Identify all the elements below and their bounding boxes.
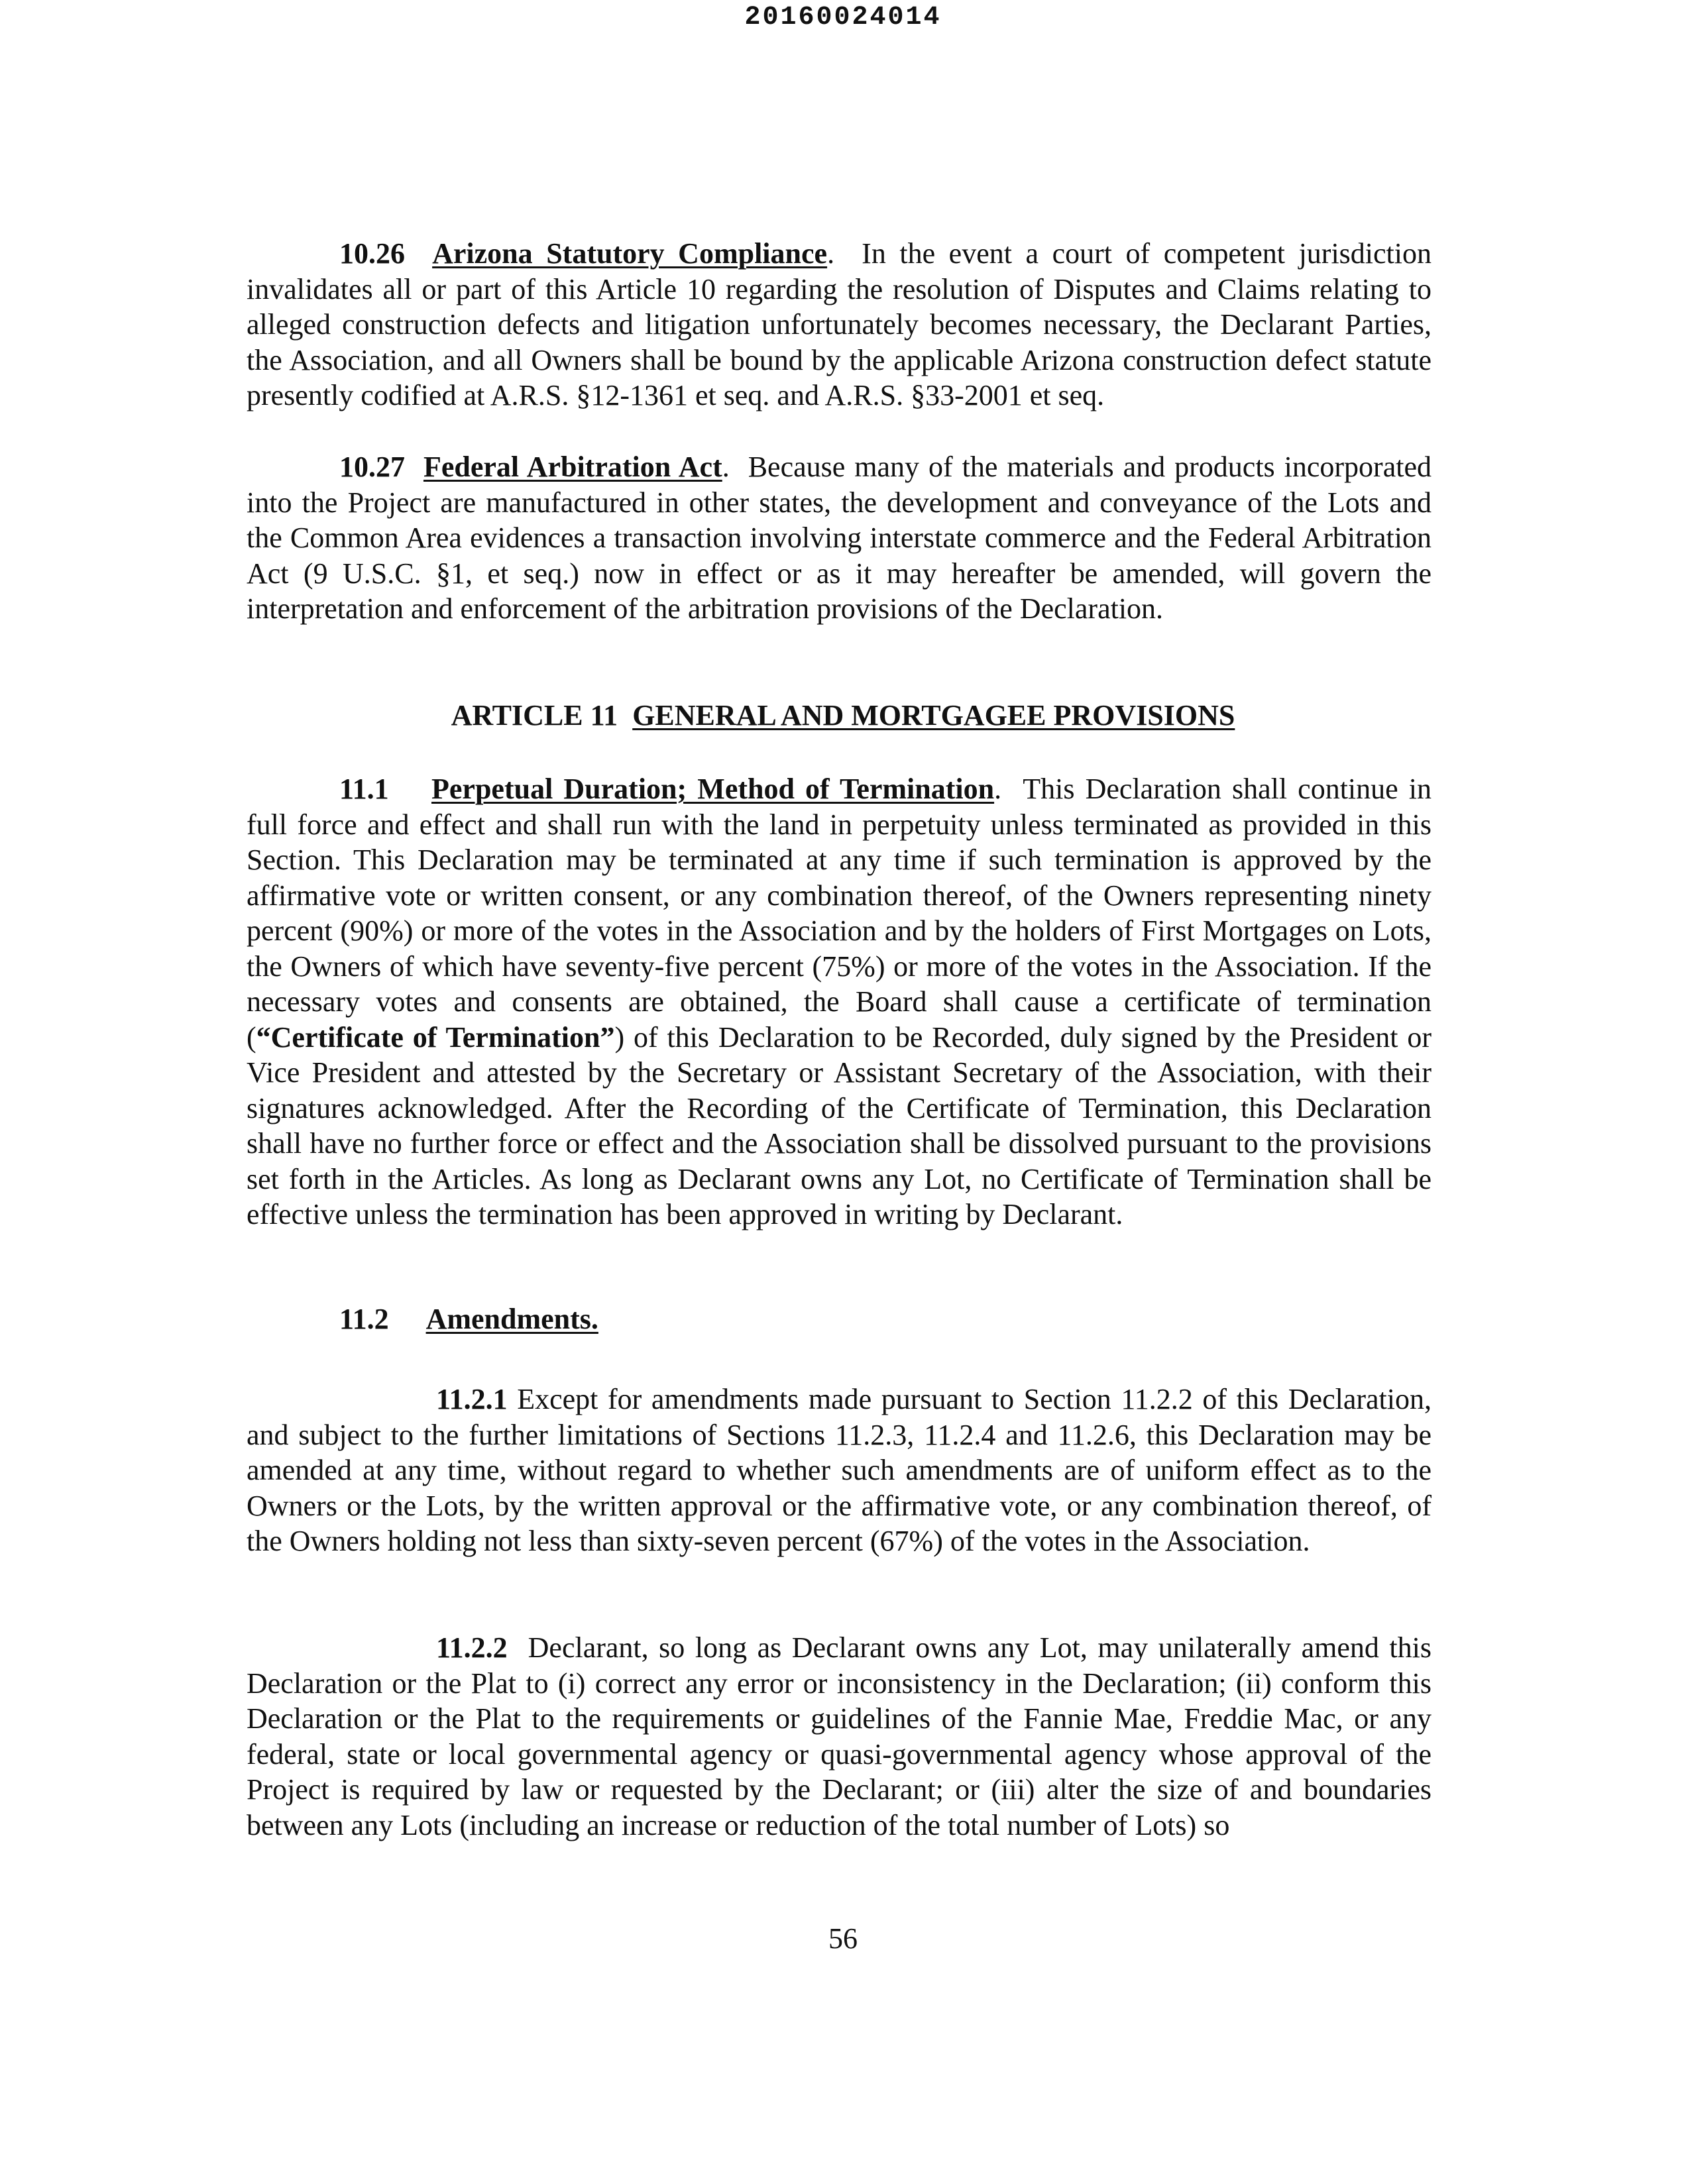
article-label: ARTICLE 11 xyxy=(451,699,618,732)
section-number: 11.2.2 xyxy=(436,1631,508,1664)
section-number: 11.2.1 xyxy=(436,1383,508,1415)
section-number: 11.2 xyxy=(339,1303,389,1335)
section-number: 10.27 xyxy=(339,451,405,483)
section-11-2 xyxy=(339,1301,598,1337)
defined-term: “Certificate of Termination” xyxy=(256,1020,615,1054)
section-text: Because many of the materials and products incorporated into the Project are manufactured in other states, the development and conveyance of the Lots and the Common Area evidences a transaction involving interstate commerce and the Federal Arbitration Act (9 U.S.C. §1, et seq.) now in effect or as it may hereafter be amended, will govern the interpretation and enforcement of the arbitration provisions of the Declaration. xyxy=(247,451,1432,625)
section-text-continued: ) of this Declaration to be Recorded, duly signed by the President or Vice President and attested by the Secretary or Assistant Secretary of the Association, with their signatures acknowledged. After the Recording of the Certificate of Termination, this Declaration shall have no further force or effect and the Association shall be dissolved pursuant to the provisions set forth in the Articles. As long as Declarant owns any Lot, no Certificate of Termination shall be effective unless the termination has been approved in writing by Declarant. xyxy=(247,1020,1432,1230)
section-11-2-1 xyxy=(247,1382,1432,1559)
section-heading: Federal Arbitration Act xyxy=(423,451,722,483)
section-text: Declarant, so long as Declarant owns any Lot, may unilaterally amend this Declaration or the Plat to (i) correct any error or inconsistency in the Declaration; (ii) conform this Declaration or the Plat to the requirements or guidelines of the Fannie Mae, Freddie Mac, or any federal, state or local governmental agency or quasi-governmental agency whose approval of the Project is required by law or requested by the Declarant; or (iii) alter the size of and boundaries between any Lots (including an increase or reduction of the total number of Lots) so xyxy=(247,1631,1432,1841)
section-10-26: 10.26 Arizona Statutory Compliance. In the event a court of competent jurisdiction invalidates all or part of this Article 10 regarding the resolution of Disputes and Claims relating to alleged construction defects and litigation unfortunately becomes necessary, the Declarant Parties, the Association, and all Owners shall be bound by the applicable Arizona construction defect statute presently codified at A.R.S. §12-1361 et seq. and A.R.S. §33-2001 et seq. xyxy=(247,237,1432,411)
section-text: Except for amendments made pursuant to Section 11.2.2 of this Declaration, and subject to the further limitations of Sections 11.2.3, 11.2.4 and 11.2.6, this Declaration may be amended at any time, without regard to whether such amendments are of uniform effect as to the Owners or the Lots, by the written approval or the affirmative vote, or any combination thereof, of the Owners holding not less than sixty-seven percent (67%) of the votes in the Association. xyxy=(247,1383,1432,1557)
article-title xyxy=(0,698,1686,733)
section-text: In the event a court of competent jurisdiction invalidates all or part of this Article 10 regarding the resolution of Disputes and Claims relating to alleged construction defects and litigation unfortunately becomes necessary, the Declarant Parties, the Association, and all Owners shall be bound by the applicable Arizona construction defect statute presently codified at A.R.S. §12-1361 et seq. and A.R.S. §33-2001 et seq. xyxy=(247,237,1432,411)
section-text: This Declaration shall continue in full force and effect and shall run with the land in perpetuity unless terminated as provided in this Section. This Declaration may be terminated at any time if such termination is approved by the affirmative vote or written consent, or any combination thereof, of the Owners representing ninety percent (90%) or more of the votes in the Association and by the holders of First Mortgages on Lots, the Owners of which have seventy-five percent (75%) or more of the votes in the Association. If the necessary votes and consents are obtained, the Board shall cause a certificate of termination ( xyxy=(247,773,1432,1054)
section-11-1: 11.1 Perpetual Duration; Method of Termination. This Declaration shall continue in full force and effect and shall run with the land in perpetuity unless terminated as provided in this Section. This Declaration may be terminated at any time if such termination is approved by the affirmative vote or written consent, or any combination thereof, of the Owners representing ninety percent (90%) or more of the votes in the Association and by the holders of First Mortgages on Lots, the Owners of which have seventy-five percent (75%) or more of the votes in the Association. If the necessary votes and consents are obtained, the Board shall cause a certificate of termination (“Certificate of Termination”) of this Declaration to be Recorded, duly signed by the President or Vice President and attested by the Secretary or Assistant Secretary of the Association, with their signatures acknowledged. After the Recording of the Certificate of Termination, this Declaration shall have no further force or effect and the Association shall be dissolved pursuant to the provisions set forth in the Articles. As long as Declarant owns any Lot, no Certificate of Termination shall be effective unless the termination has been approved in writing by Declarant. xyxy=(247,773,1432,1230)
recording-number: 20160024014 xyxy=(744,3,942,32)
section-number: 11.1 xyxy=(339,773,389,805)
page-number: 56 xyxy=(828,1922,858,1955)
section-heading: Amendments. xyxy=(425,1303,598,1335)
article-name: GENERAL AND MORTGAGEE PROVISIONS xyxy=(632,699,1235,732)
section-heading: Perpetual Duration; Method of Termination xyxy=(431,773,995,805)
section-number: 10.26 xyxy=(339,237,405,270)
section-11-2-2 xyxy=(247,1630,1432,1843)
section-10-27: 10.27 Federal Arbitration Act. Because many of the materials and products incorporated into the Project are manufactured in other states, the development and conveyance of the Lots and the Common Area evidences a transaction involving interstate commerce and the Federal Arbitration Act (9 U.S.C. §1, et seq.) now in effect or as it may hereafter be amended, will govern the interpretation and enforcement of the arbitration provisions of the Declaration. xyxy=(247,451,1432,625)
section-heading: Arizona Statutory Compliance xyxy=(432,237,828,270)
